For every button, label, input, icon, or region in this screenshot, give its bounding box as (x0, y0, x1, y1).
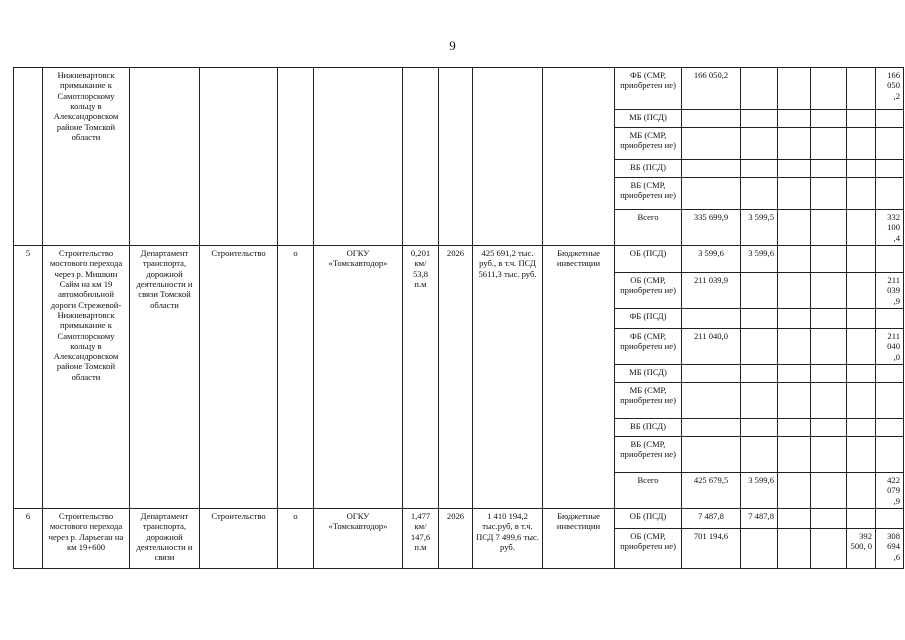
funding-source: ВБ (СМР, приобретен ие) (615, 437, 682, 473)
funding-source: МБ (ПСД) (615, 110, 682, 128)
year: 2026 (439, 246, 473, 509)
estimated-cost: 1 410 194,2 тыс.руб, в т.ч. ПСД 7 499,6 тыс. руб. (473, 509, 543, 569)
amount-v3 (778, 329, 811, 365)
funding-source: Всего (615, 473, 682, 509)
object-name: Нижневартовск примыкание к Самотлорскому кольцу в Александровском районе Томской области (43, 68, 130, 246)
funding-source: ВБ (ПСД) (615, 160, 682, 178)
amount-v4 (811, 210, 847, 246)
amount-v4 (811, 329, 847, 365)
amount-v6: 211 040 ,0 (876, 329, 904, 365)
mark: о (278, 509, 314, 569)
amount-v2 (741, 419, 778, 437)
customer (130, 68, 200, 246)
amount-v5 (847, 128, 876, 160)
amount-v3 (778, 529, 811, 569)
amount-v3 (778, 365, 811, 383)
amount-v3 (778, 383, 811, 419)
amount-v5 (847, 210, 876, 246)
amount-v3 (778, 128, 811, 160)
object-name: Строительство мостового перехода через р. Мишкин Сайм на км 19 автомобильной дороги Стрежевой-Нижневартовск примыкание к Самотлорскому кольцу в Александровском районе Томской области (43, 246, 130, 509)
organization (314, 68, 403, 246)
funding-source: МБ (СМР, приобретен ие) (615, 383, 682, 419)
amount-v1 (682, 437, 741, 473)
amount-v4 (811, 246, 847, 273)
amount-v5 (847, 178, 876, 210)
amount-v6 (876, 309, 904, 329)
amount-v6 (876, 437, 904, 473)
funding-source: ОБ (ПСД) (615, 246, 682, 273)
work-type (200, 68, 278, 246)
amount-v4 (811, 110, 847, 128)
page-number: 9 (449, 38, 456, 53)
amount-v3 (778, 273, 811, 309)
amount-v1: 211 040,0 (682, 329, 741, 365)
amount-v3 (778, 210, 811, 246)
amount-v4 (811, 128, 847, 160)
amount-v3 (778, 437, 811, 473)
mark (278, 68, 314, 246)
amount-v5 (847, 110, 876, 128)
amount-v4 (811, 178, 847, 210)
amount-v2 (741, 437, 778, 473)
amount-v3 (778, 419, 811, 437)
amount-v3 (778, 160, 811, 178)
table-body (14, 68, 904, 569)
object-name: Строительство мостового перехода через р. Ларьеган на км 19+600 (43, 509, 130, 569)
row-number: 5 (14, 246, 43, 509)
year: 2026 (439, 509, 473, 569)
amount-v5 (847, 329, 876, 365)
amount-v2 (741, 529, 778, 569)
work-type: Строительство (200, 246, 278, 509)
amount-v1 (682, 419, 741, 437)
amount-v3 (778, 473, 811, 509)
amount-v1 (682, 309, 741, 329)
amount-v5 (847, 437, 876, 473)
funding-source: ФБ (СМР, приобретен ие) (615, 329, 682, 365)
capacity: 0,201 км/ 53,8 п.м (403, 246, 439, 509)
amount-v2 (741, 178, 778, 210)
amount-v4 (811, 309, 847, 329)
table-row (14, 246, 904, 273)
amount-v6: 422 079 ,9 (876, 473, 904, 509)
amount-v2 (741, 128, 778, 160)
mark: о (278, 246, 314, 509)
amount-v3 (778, 178, 811, 210)
amount-v5: 392 500, 0 (847, 529, 876, 569)
amount-v2: 3 599,6 (741, 473, 778, 509)
estimated-cost (473, 68, 543, 246)
customer: Департамент транспорта, дорожной деятельности и связи (130, 509, 200, 569)
amount-v2 (741, 383, 778, 419)
amount-v5 (847, 419, 876, 437)
amount-v4 (811, 383, 847, 419)
amount-v2 (741, 365, 778, 383)
amount-v4 (811, 473, 847, 509)
funding-source: ОБ (ПСД) (615, 509, 682, 529)
amount-v6: 332 100 ,4 (876, 210, 904, 246)
amount-v1 (682, 110, 741, 128)
funding-source: ФБ (СМР, приобретен ие) (615, 68, 682, 110)
amount-v1: 701 194,6 (682, 529, 741, 569)
funding-source: Всего (615, 210, 682, 246)
amount-v6 (876, 128, 904, 160)
amount-v6 (876, 110, 904, 128)
funding-source: ФБ (ПСД) (615, 309, 682, 329)
amount-v2 (741, 160, 778, 178)
amount-v2 (741, 273, 778, 309)
amount-v4 (811, 529, 847, 569)
amount-v6 (876, 178, 904, 210)
amount-v6: 166 050 ,2 (876, 68, 904, 110)
capacity (403, 68, 439, 246)
amount-v4 (811, 419, 847, 437)
amount-v1 (682, 383, 741, 419)
amount-v5 (847, 160, 876, 178)
amount-v4 (811, 509, 847, 529)
amount-v5 (847, 273, 876, 309)
amount-v5 (847, 509, 876, 529)
investment-form (543, 68, 615, 246)
table-row (14, 68, 904, 110)
amount-v1: 211 039,9 (682, 273, 741, 309)
row-number: 6 (14, 509, 43, 569)
year (439, 68, 473, 246)
amount-v1: 3 599,6 (682, 246, 741, 273)
organization: ОГКУ «Томскавтодор» (314, 246, 403, 509)
amount-v3 (778, 309, 811, 329)
customer: Департамент транспорта, дорожной деятельности и связи Томской области (130, 246, 200, 509)
investment-form: Бюджетные инвестиции (543, 246, 615, 509)
work-type: Строительство (200, 509, 278, 569)
funding-source: МБ (ПСД) (615, 365, 682, 383)
amount-v5 (847, 365, 876, 383)
amount-v4 (811, 437, 847, 473)
funding-source: МБ (СМР, приобретен ие) (615, 128, 682, 160)
row-number (14, 68, 43, 246)
amount-v6 (876, 419, 904, 437)
amount-v2 (741, 329, 778, 365)
amount-v5 (847, 68, 876, 110)
amount-v6 (876, 160, 904, 178)
funding-source: ОБ (СМР, приобретен ие) (615, 273, 682, 309)
amount-v1: 425 679,5 (682, 473, 741, 509)
table-row (14, 509, 904, 529)
amount-v5 (847, 473, 876, 509)
amount-v6: 308 694 ,6 (876, 529, 904, 569)
investment-form: Бюджетные инвестиции (543, 509, 615, 569)
amount-v2: 3 599,6 (741, 246, 778, 273)
organization: ОГКУ «Томскавтодор» (314, 509, 403, 569)
amount-v3 (778, 68, 811, 110)
capacity: 1,477 км/ 147,6 п.м (403, 509, 439, 569)
amount-v6 (876, 365, 904, 383)
funding-source: ВБ (ПСД) (615, 419, 682, 437)
amount-v6 (876, 509, 904, 529)
amount-v1: 335 699,9 (682, 210, 741, 246)
amount-v1: 166 050,2 (682, 68, 741, 110)
amount-v2: 3 599,5 (741, 210, 778, 246)
amount-v5 (847, 383, 876, 419)
amount-v4 (811, 160, 847, 178)
amount-v3 (778, 110, 811, 128)
funding-source: ВБ (СМР, приобретен ие) (615, 178, 682, 210)
investment-table (13, 67, 904, 569)
amount-v2 (741, 309, 778, 329)
amount-v1 (682, 128, 741, 160)
amount-v2 (741, 110, 778, 128)
amount-v4 (811, 273, 847, 309)
amount-v1 (682, 178, 741, 210)
amount-v3 (778, 509, 811, 529)
amount-v6 (876, 383, 904, 419)
amount-v1: 7 487,8 (682, 509, 741, 529)
amount-v5 (847, 309, 876, 329)
estimated-cost: 425 691,2 тыс. руб., в т.ч. ПСД 5611,3 тыс. руб. (473, 246, 543, 509)
amount-v5 (847, 246, 876, 273)
amount-v4 (811, 365, 847, 383)
amount-v6 (876, 246, 904, 273)
amount-v2 (741, 68, 778, 110)
amount-v6: 211 039 ,9 (876, 273, 904, 309)
amount-v4 (811, 68, 847, 110)
funding-source: ОБ (СМР, приобретен ие) (615, 529, 682, 569)
amount-v2: 7 487,8 (741, 509, 778, 529)
amount-v1 (682, 160, 741, 178)
amount-v3 (778, 246, 811, 273)
amount-v1 (682, 365, 741, 383)
